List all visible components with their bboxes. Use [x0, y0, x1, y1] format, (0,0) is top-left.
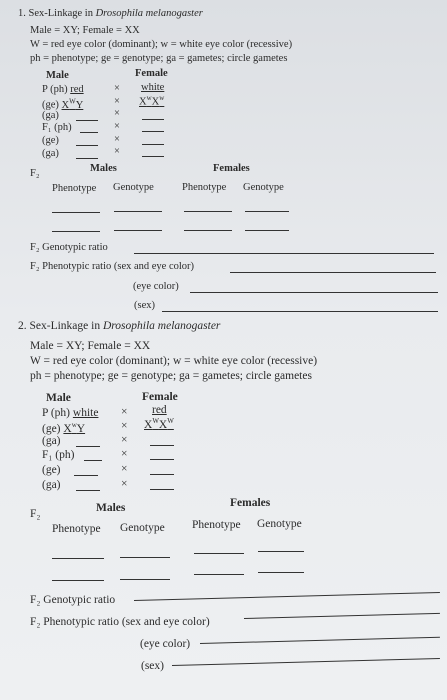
problem-1-abbreviations: ph = phenotype; ge = genotype; ga = gametes; circle gametes [30, 53, 288, 64]
p2-male-header: Male [46, 392, 71, 404]
p2-f1-gametes-label: (ga) [42, 479, 61, 491]
p2-blank-male-ge-2[interactable] [120, 579, 170, 580]
p2-females-header: Females [230, 497, 271, 509]
p1-eye-color-label: (eye color) [133, 281, 179, 292]
p1-female-phenotype-col: Phenotype [182, 182, 227, 193]
p1-genotypic-ratio-blank[interactable] [134, 253, 434, 254]
p2-cross-5: × [121, 463, 128, 475]
p2-f1-genotype-label: (ge) [42, 464, 61, 476]
problem-2-sex-definition: Male = XY; Female = XX [30, 340, 151, 352]
p1-genotypic-ratio-label: F₂ Genotypic ratio [30, 242, 108, 253]
p1-cross-2: × [114, 96, 120, 107]
p1-male-genotype-col: Genotype [113, 182, 154, 193]
p2-parent-genotype-male: (ge) $X^wY$ [42, 421, 86, 435]
p2-parent-genotype-female: $X^WX^W$ [144, 417, 174, 431]
p2-sex-blank[interactable] [172, 658, 440, 666]
p2-cross-3: × [121, 434, 128, 446]
p2-female-header: Female [142, 391, 178, 403]
p1-blank-male-ph-1[interactable] [52, 212, 100, 213]
p1-females-header: Females [213, 163, 250, 174]
p2-cross-4: × [121, 448, 128, 460]
p2-blank-female-ph-1[interactable] [194, 553, 244, 554]
p1-cross-5: × [114, 134, 120, 145]
p1-eye-color-blank[interactable] [190, 292, 438, 293]
p1-f2-label: F₂ [30, 168, 40, 179]
problem-1-allele-definition: W = red eye color (dominant); w = white eye color (recessive) [30, 39, 293, 50]
p1-cross-4: × [114, 121, 120, 132]
p1-cross-1: × [114, 83, 120, 94]
problem-1-sex-definition: Male = XY; Female = XX [30, 25, 140, 36]
p2-f1-phenotype-label: F₁ (ph) [42, 449, 75, 461]
problem-2-allele-definition: W = red eye color (dominant); w = white eye color (recessive) [30, 355, 318, 367]
p1-parent-phenotype-male: P (ph) red [42, 84, 84, 95]
p2-cross-1: × [121, 406, 128, 418]
p2-males-header: Males [96, 502, 126, 514]
p2-cross-2: × [121, 420, 128, 432]
p2-genotypic-ratio-blank[interactable] [134, 592, 440, 601]
p2-female-phenotype-col: Phenotype [192, 519, 241, 531]
p2-f2-label: F₂ [30, 508, 41, 520]
p2-genotypic-ratio-label: F₂ Genotypic ratio [30, 594, 116, 606]
p1-male-header: Male [46, 70, 69, 81]
p1-blank-male-ph-2[interactable] [52, 231, 100, 232]
p1-males-header: Males [90, 163, 117, 174]
p1-blank-male-ge-2[interactable] [114, 230, 162, 231]
p2-blank-female-ge-2[interactable] [258, 572, 304, 573]
p1-phenotypic-ratio-blank[interactable] [230, 272, 436, 273]
p2-sex-label: (sex) [141, 660, 164, 672]
p1-sex-blank[interactable] [162, 311, 438, 312]
p2-phenotypic-ratio-blank[interactable] [244, 613, 440, 619]
p1-male-phenotype-col: Phenotype [52, 183, 97, 194]
p1-f1-genotype-label: (ge) [42, 135, 59, 146]
p1-parent-phenotype-female: white [141, 82, 165, 93]
p2-parent-phenotype-female: red [152, 404, 167, 416]
p1-blank-female-ge-2[interactable] [245, 230, 289, 231]
p2-parent-phenotype-male: P (ph) white [42, 407, 99, 419]
problem-1-title: 1. Sex-Linkage in Drosophila melanogaster [18, 8, 203, 19]
p2-blank-male-ph-2[interactable] [52, 580, 104, 581]
p1-blank-female-ge-1[interactable] [245, 211, 289, 212]
p1-f1-gametes-label: (ga) [42, 148, 59, 159]
p1-female-header: Female [135, 68, 168, 79]
p1-female-genotype-col: Genotype [243, 182, 284, 193]
p1-gametes-label: (ga) [42, 110, 59, 121]
p2-male-phenotype-col: Phenotype [52, 523, 101, 535]
p1-blank-male-ge-1[interactable] [114, 211, 162, 212]
p2-blank-female-ge-1[interactable] [258, 551, 304, 552]
problem-2-title: 2. Sex-Linkage in Drosophila melanogaster [18, 320, 221, 332]
p2-female-genotype-col: Genotype [257, 518, 302, 530]
p1-cross-3: × [114, 108, 120, 119]
p1-blank-female-ph-2[interactable] [184, 230, 232, 231]
p1-parent-genotype-female: $X^wX^w$ [139, 94, 165, 108]
p1-blank-female-ph-1[interactable] [184, 211, 232, 212]
p1-f1-phenotype-label: F₁ (ph) [42, 122, 72, 133]
problem-2-abbreviations: ph = phenotype; ge = genotype; ga = gametes; circle gametes [30, 370, 312, 382]
p2-eye-color-blank[interactable] [200, 637, 440, 644]
p2-blank-female-ph-2[interactable] [194, 574, 244, 575]
p2-male-genotype-col: Genotype [120, 522, 165, 534]
p2-phenotypic-ratio-label: F₂ Phenotypic ratio (sex and eye color) [30, 616, 210, 628]
p1-phenotypic-ratio-label: F₂ Phenotypic ratio (sex and eye color) [30, 261, 195, 272]
p1-sex-label: (sex) [134, 300, 155, 311]
p2-blank-male-ph-1[interactable] [52, 558, 104, 559]
p1-cross-6: × [114, 146, 120, 157]
p1-parent-genotype-male: (ge) $X^WY$ [42, 97, 84, 111]
p2-cross-6: × [121, 478, 128, 490]
p2-blank-male-ge-1[interactable] [120, 557, 170, 558]
p2-eye-color-label: (eye color) [140, 638, 191, 650]
p2-gametes-label: (ga) [42, 435, 61, 447]
